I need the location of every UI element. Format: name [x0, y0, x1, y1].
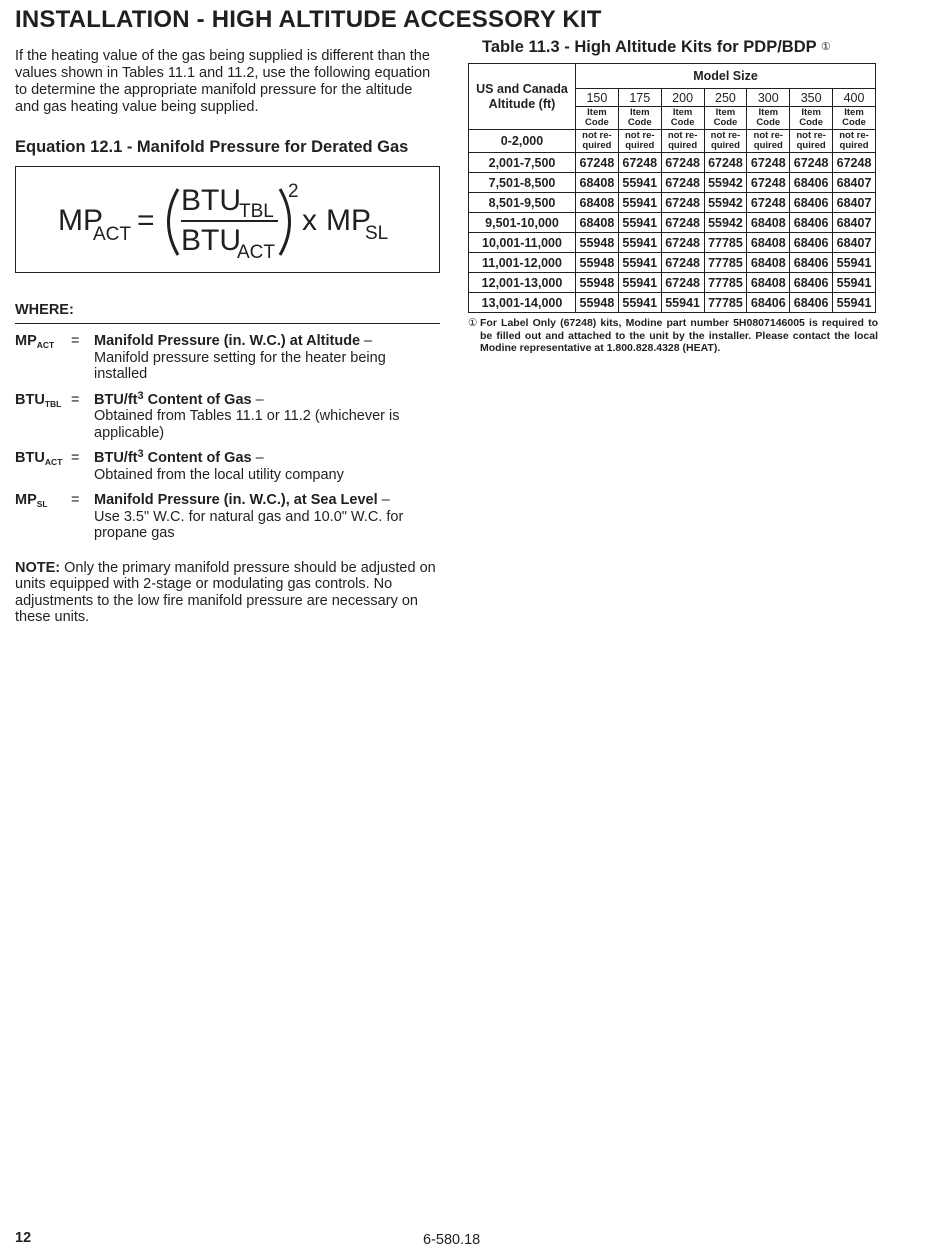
item-code-cell: 55948 [576, 273, 619, 293]
item-code-cell: 67248 [833, 153, 876, 173]
altitude-range-cell: 8,501-9,500 [469, 193, 576, 213]
item-code-cell: 55941 [833, 293, 876, 313]
item-code-cell: not re-quired [747, 130, 790, 153]
eq-rhs-sub: SL [365, 223, 389, 244]
item-code-cell: 68408 [576, 213, 619, 233]
where-heading: WHERE: [15, 302, 440, 324]
definition-body [94, 450, 440, 483]
eq-exponent: 2 [288, 181, 299, 202]
item-code-header: Item Code [790, 107, 833, 130]
definition-equals: = [71, 333, 80, 349]
item-code-cell: 68407 [833, 173, 876, 193]
item-code-cell: not re-quired [661, 130, 704, 153]
eq-left-paren [169, 189, 179, 255]
model-size-header: Model Size [576, 64, 876, 89]
item-code-header: Item Code [618, 107, 661, 130]
note-paragraph [15, 560, 440, 626]
table-row [469, 233, 876, 253]
item-code-cell: 55941 [618, 253, 661, 273]
altitude-column-header: US and Canada Altitude (ft) [469, 64, 576, 130]
table-row [469, 193, 876, 213]
item-code-cell: 68406 [790, 193, 833, 213]
eq-den-sub: ACT [237, 242, 275, 263]
size-header: 300 [747, 89, 790, 107]
intro-paragraph: If the heating value of the gas being supplied is different than the values shown in Tables 11.1 and 11.2, use the following equation to determine the appropriate manifold pressure for the altitude and gas heating value being supplied. [15, 48, 431, 115]
altitude-range-cell: 13,001-14,000 [469, 293, 576, 313]
definition-symbol [15, 333, 71, 383]
eq-lhs-sub: ACT [93, 224, 131, 245]
definitions-list [15, 333, 440, 542]
table-title-text: Table 11.3 - High Altitude Kits for PDP/BDP [482, 38, 817, 56]
item-code-cell: 77785 [704, 293, 747, 313]
eq-num-sub: TBL [239, 201, 274, 222]
item-code-cell: 68408 [747, 233, 790, 253]
item-code-cell: 77785 [704, 233, 747, 253]
definition-mp-act [15, 333, 440, 383]
definition-description: Manifold pressure setting for the heater being installed [94, 349, 386, 382]
item-code-cell: 55941 [618, 273, 661, 293]
high-altitude-kits-table [468, 63, 876, 313]
eq-num-main: BTU [181, 184, 241, 217]
definition-symbol [15, 492, 71, 542]
definition-equals: = [71, 391, 80, 408]
table-footnote [468, 317, 878, 355]
definition-symbol [15, 450, 71, 483]
item-code-cell: 55941 [833, 273, 876, 293]
symbol-sub: SL [36, 499, 48, 509]
item-code-cell: 67248 [661, 173, 704, 193]
definition-term-suffix: Content of Gas [143, 450, 252, 466]
symbol-main: MP [15, 333, 37, 349]
symbol-sub: TBL [44, 398, 62, 409]
definition-body [94, 389, 440, 442]
size-header: 350 [790, 89, 833, 107]
definition-dash: – [251, 391, 264, 408]
page-number: 12 [15, 1230, 32, 1246]
item-code-cell: 55941 [618, 173, 661, 193]
definition-btu-tbl [15, 389, 440, 442]
item-code-cell: 67248 [747, 153, 790, 173]
item-code-cell: 55941 [661, 293, 704, 313]
document-number: 6-580.18 [423, 1232, 481, 1248]
item-code-cell: 68407 [833, 233, 876, 253]
item-code-cell: 68406 [790, 233, 833, 253]
equation-formula [16, 167, 439, 272]
definition-term: Manifold Pressure (in. W.C.) at Altitude [94, 333, 361, 349]
item-code-cell: 55948 [576, 253, 619, 273]
table-row [469, 273, 876, 293]
size-header: 175 [618, 89, 661, 107]
item-code-cell: 67248 [661, 233, 704, 253]
definition-equals: = [71, 492, 80, 508]
item-code-cell: not re-quired [618, 130, 661, 153]
size-header: 250 [704, 89, 747, 107]
table-row [469, 153, 876, 173]
symbol-main: BTU [15, 391, 45, 408]
definition-body [94, 333, 440, 383]
symbol-main: MP [15, 492, 37, 508]
size-header: 200 [661, 89, 704, 107]
altitude-range-cell: 2,001-7,500 [469, 153, 576, 173]
definition-description: Obtained from the local utility company [94, 466, 344, 483]
definition-term: BTU/ft [94, 450, 138, 466]
definition-symbol [15, 392, 71, 442]
equation-box [15, 166, 440, 273]
item-code-cell: 68407 [833, 213, 876, 233]
item-code-cell: 55941 [833, 253, 876, 273]
size-header: 150 [576, 89, 619, 107]
symbol-main: BTU [15, 450, 45, 466]
item-code-cell: 68406 [747, 293, 790, 313]
definition-term: BTU/ft [94, 391, 138, 408]
item-code-cell: 55941 [618, 213, 661, 233]
definition-superscript: 3 [137, 389, 144, 402]
item-code-cell: not re-quired [833, 130, 876, 153]
eq-equals: = [137, 204, 155, 237]
table-row [469, 213, 876, 233]
definition-term: Manifold Pressure (in. W.C.), at Sea Level [94, 492, 378, 508]
right-column [468, 38, 878, 355]
note-label: NOTE: [15, 559, 61, 576]
item-code-cell: 67248 [661, 273, 704, 293]
item-code-cell: 68406 [790, 273, 833, 293]
item-code-cell: 67248 [661, 193, 704, 213]
altitude-range-cell: 7,501-8,500 [469, 173, 576, 193]
item-code-cell: 77785 [704, 273, 747, 293]
item-code-cell: 68408 [576, 173, 619, 193]
item-code-header: Item Code [833, 107, 876, 130]
item-code-header: Item Code [747, 107, 790, 130]
item-code-cell: not re-quired [576, 130, 619, 153]
table-row [469, 253, 876, 273]
eq-den-main: BTU [181, 224, 241, 257]
definition-btu-act [15, 450, 440, 483]
item-code-cell: 68406 [790, 293, 833, 313]
symbol-sub: ACT [44, 457, 63, 467]
table-title [482, 38, 878, 57]
table-row [469, 293, 876, 313]
symbol-sub: ACT [36, 340, 55, 350]
altitude-range-cell: 9,501-10,000 [469, 213, 576, 233]
definition-dash: – [360, 333, 373, 349]
page-title: INSTALLATION - HIGH ALTITUDE ACCESSORY KIT [15, 6, 602, 33]
item-code-cell: 67248 [576, 153, 619, 173]
footnote-marker-icon: ① [820, 41, 831, 53]
equation-title: Equation 12.1 - Manifold Pressure for Derated Gas [15, 138, 409, 156]
item-code-cell: 55942 [704, 193, 747, 213]
item-code-cell: 67248 [661, 253, 704, 273]
definition-mp-sl [15, 492, 440, 542]
item-code-cell: 67248 [618, 153, 661, 173]
altitude-range-cell: 0-2,000 [469, 130, 576, 153]
item-code-cell: 77785 [704, 253, 747, 273]
item-code-cell: 67248 [661, 213, 704, 233]
definition-equals: = [71, 450, 80, 466]
size-header: 400 [833, 89, 876, 107]
definition-dash: – [251, 450, 264, 466]
item-code-cell: 55942 [704, 173, 747, 193]
eq-lhs-main: MP [58, 204, 103, 237]
note-text: Only the primary manifold pressure should be adjusted on units equipped with 2-stage or modulating gas controls. No adjustments to the low fire manifold pressure are necessary on these units. [15, 559, 436, 625]
definition-body [94, 492, 440, 542]
footnote-text: For Label Only (67248) kits, Modine part number 5H0807146005 is required to be filled out and attached to the unit by the installer. Please contact the local Modine representative at 1.800.828.4328 (HEAT). [480, 317, 878, 354]
left-column [15, 48, 440, 626]
item-code-cell: 55941 [618, 233, 661, 253]
altitude-range-cell: 10,001-11,000 [469, 233, 576, 253]
item-code-cell: 68408 [747, 213, 790, 233]
table-row [469, 173, 876, 193]
definition-term-suffix: Content of Gas [143, 391, 252, 408]
item-code-header: Item Code [661, 107, 704, 130]
item-code-cell: not re-quired [704, 130, 747, 153]
definition-dash: – [377, 492, 390, 508]
item-code-cell: 55948 [576, 233, 619, 253]
item-code-cell: 55941 [618, 293, 661, 313]
item-code-cell: 55942 [704, 213, 747, 233]
definition-superscript: 3 [137, 448, 144, 460]
item-code-cell: 55941 [618, 193, 661, 213]
item-code-cell: not re-quired [790, 130, 833, 153]
item-code-cell: 67248 [747, 173, 790, 193]
item-code-cell: 67248 [704, 153, 747, 173]
altitude-range-cell: 12,001-13,000 [469, 273, 576, 293]
item-code-header: Item Code [704, 107, 747, 130]
item-code-cell: 68408 [747, 273, 790, 293]
altitude-range-cell: 11,001-12,000 [469, 253, 576, 273]
footnote-marker-icon: ① [468, 317, 478, 329]
table-row [469, 130, 876, 153]
item-code-cell: 68406 [790, 173, 833, 193]
eq-rhs-main: MP [326, 204, 371, 237]
eq-times: x [302, 204, 317, 237]
definition-description: Obtained from Tables 11.1 or 11.2 (whichever is applicable) [94, 408, 400, 441]
definition-description: Use 3.5" W.C. for natural gas and 10.0" W.C. for propane gas [94, 508, 404, 541]
item-code-cell: 67248 [790, 153, 833, 173]
item-code-cell: 68408 [747, 253, 790, 273]
table-header-row [469, 64, 876, 89]
item-code-cell: 55948 [576, 293, 619, 313]
item-code-header: Item Code [576, 107, 619, 130]
item-code-cell: 68406 [790, 253, 833, 273]
item-code-cell: 68408 [576, 193, 619, 213]
item-code-cell: 67248 [747, 193, 790, 213]
item-code-cell: 67248 [661, 153, 704, 173]
item-code-cell: 68406 [790, 213, 833, 233]
item-code-cell: 68407 [833, 193, 876, 213]
